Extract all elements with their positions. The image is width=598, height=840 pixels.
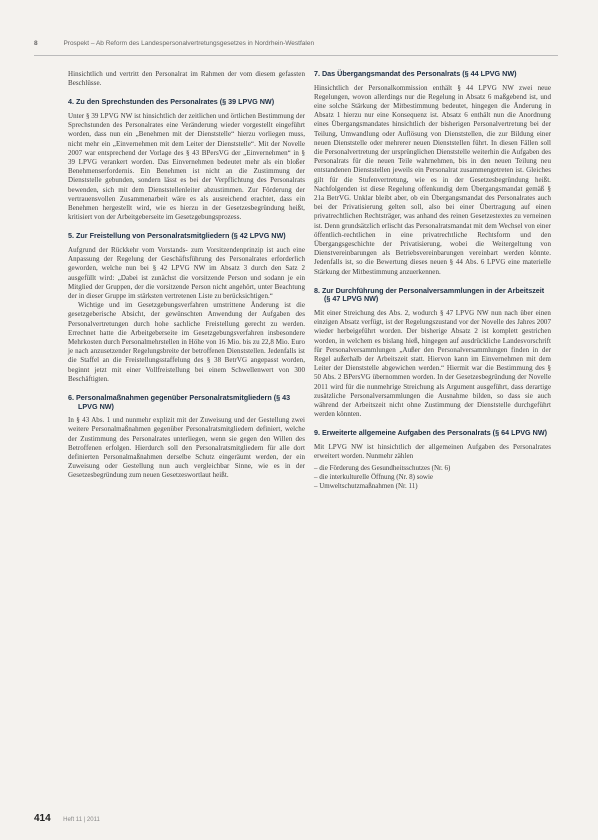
section-7-heading: 7. Das Übergangsmandat des Personalrats (§ 44 LPVG NW)	[314, 69, 517, 78]
header-running-title: Prospekt – Ab Reform des Landespersonalvertretungsgesetzes in Nordrhein-Westfalen	[63, 40, 315, 47]
section-8-heading: 8. Zur Durchführung der Personalversammlungen in der Arbeitszeit (§ 47 LPVG NW)	[314, 285, 545, 304]
list-item: – die Förderung des Gesundheitsschutzes (Nr. 6)	[314, 464, 451, 473]
right-column	[314, 70, 551, 491]
section-9-heading: 9. Erweiterte allgemeine Aufgaben des Personalrats (§ 64 LPVG NW)	[314, 428, 548, 438]
section-5-text-2: Wichtige und im Gesetzgebungsverfahren umstrittene Änderung ist die gesetzgeberische Absicht, der gewünschten Anwendung der Aufgaben des Personalvertretungen durch hohe sachliche Freistellung gerecht zu werden. Errechnet hatte die Arbeitgeberseite im Gesetzgebungsverfahren insbesondere Mehrkosten durch Personalmehrstellen in Höhe von 16 Mio. bis zu 22,8 Mio. Euro je nach anzusetzender Regelungsbreite der betroffenen Dienststellen. Jedenfalls ist die Staffel an die Freistellungsstaffelung des § 38 BetrVG angepasst worden, beginnt jetzt mit einer Vollfreistellung bei einem Schwellenwert von 300 Beschäftigten.	[68, 301, 305, 383]
section-5-text: Aufgrund der Rückkehr vom Vorstands- zum Vorsitzendenprinzip ist auch eine Anpassung der Regelung der Geschäftsführung des Personalrates erforderlich geworden, welche nun bei § 42 LPVG NW im Absatz 3 durch den Satz 2 ausgefüllt wird: „Dabei ist zunächst die vorsitzende Person und sodann je ein Mitglied der Gruppen, der die vorsitzende Person nicht angehört, unter Beachtung der in dieser Gruppe im stärksten vertretenen Liste zu berücksichtigen.“	[68, 246, 305, 301]
section-5-heading: 5. Zur Freistellung von Personalratsmitgliedern (§ 42 LPVG NW)	[68, 231, 286, 241]
section-6-heading: 6. Personalmaßnahmen gegenüber Personalratsmitgliedern (§ 43 LPVG NW)	[68, 393, 291, 411]
issue-label: Heft 11 | 2011	[63, 817, 100, 823]
page-number: 414	[34, 813, 51, 824]
intro-paragraph: Hinsichtlich und vertritt den Personalrat im Rahmen der vom diesem gefassten Beschlüsse.	[68, 70, 305, 88]
list-item: – Umweltschutzmaßnahmen (Nr. 11)	[314, 482, 418, 491]
section-9-list	[314, 464, 551, 491]
section-4-heading: 4. Zu den Sprechstunden des Personalrates (§ 39 LPVG NW)	[68, 97, 275, 107]
header-divider	[34, 55, 558, 56]
running-header	[34, 40, 558, 54]
left-column	[68, 70, 305, 481]
section-4-text: Unter § 39 LPVG NW ist hinsichtlich der zeitlichen und örtlichen Bestimmung der Sprechstunden des Personalrates eine Veränderung wieder vorgestellt eingeführt worden, dass nun ein „Benehmen mit der Dienststelle“ hierzu vorliegen muss, nicht mehr ein „Einvernehmen mit dem Leiter der Dienststelle“. Mit der Novelle 2007 war entsprechend der Vorlage des § 43 BPersVG der „Einvernehmen“ in § 39 LPVG verankert worden. Das Einvernehmen bedeutet mehr als ein bloßer Benehmenserfordernis. Ein Benehmen ist nicht an die Zustimmung der Dienststelle gebunden, sondern lässt es bei der Verpflichtung des Personalrats bewenden, sich mit dem Dienststellenleiter abzustimmen. Zur Förderung der vertrauensvollen Zusammenarbeit wäre es als ausreichend erachtet, dass ein Benehmen hergestellt wird, wie es hierzu in der Gesetzesbegründung heißt, kritisiert von der Arbeitgeberseite im Gesetzgebungsprozess.	[68, 112, 305, 222]
page-footer	[34, 808, 234, 824]
section-8-text: Mit einer Streichung des Abs. 2, wodurch § 47 LPVG NW nun nach über einen einzigen Absatz verfügt, ist der Regelungszustand vor der Novelle des Jahres 2007 wieder herbeigeführt worden. Der bisherige Absatz 2 ist komplett gestrichen worden, in welchem es bislang hieß, hingegen auf ausdrückliche Landesvorschrift für Personalversammlungen „Außer den Personalversammlungen finden in der Regel außerhalb der Arbeitszeit statt. Hiervon kann im Einvernehmen mit dem Leiter der Dienststelle abgewichen werden.“ Hiermit war die Bestimmung des § 50 Abs. 2 BPersVG übernommen worden. In der Gesetzesbegründung der Novelle 2011 wird für die nunmehrige Streichung als Argument ausgeführt, dass derartige zusätzliche Personalversammlungen die Ausnahme bilden, so dass sie auch während der Arbeitszeit nicht ohne Zustimmung der Dienststelle durchgeführt werden könnten.	[314, 309, 551, 419]
section-9-text: Mit LPVG NW ist hinsichtlich der allgemeinen Aufgaben des Personalrates erweitert worden. Nunmehr zählen	[314, 443, 551, 461]
section-6-text: In § 43 Abs. 1 und nunmehr explizit mit der Zuweisung und der Gestellung zwei weitere Personalmaßnahmen gegenüber Personalratsmitgliedern definiert, welche der Zustimmung des Personalrates unterliegen, wenn sie gegen den Willen des Betroffenen erfolgen. Hierdurch soll den Personalratsmitgliedern für alle dort definierten Personalmaßnahmen derselbe Schutz eingeräumt werden, der ein Zuweisung oder Gestellung nun auch vergleichbar Sinne, wie es in der Gesetzesbegründung zum neuen Gesetzeswortlaut heißt.	[68, 416, 305, 480]
header-page-marker: 8	[34, 40, 38, 47]
section-7-text: Hinsichtlich der Personalkommission enthält § 44 LPVG NW zwei neue Regelungen, wovon allerdings nur die Regelung in Absatz 6 maßgebend ist, und eine solche Stärkung der Mitbestimmung bedeutet, hingegen die Änderung in Absatz 1 hierzu nur eine Konsequenz ist. Absatz 6 enthält nun die Anordnung eines Übergangsmandates hinsichtlich der bisherigen Personalvertretung bei der Teilung, Umwandlung oder Auflösung von Dienststellen, die zur Bildung einer neuen Dienststelle oder mehrerer neuen Dienststellen führt. In diesen Fällen soll die Personalvertretung der ursprünglichen Dienststelle weiterhin die Aufgaben des Personalrats für die neuen Teile wahrnehmen, bis in den neuen Teilung neu entstandenen Dienststellen jeweils ein Personalrat zusammengetreten ist. Gleiches gilt für die Stufenvertretung, wie es in der Gesetzesbegründung heißt. Nachfolgenden ist diese Regelung offenkundig dem Übergangsmandat gemäß § 21a BetrVG. Unklar bleibt aber, ob ein Übergangsmandat des Personalrates auch bei der Privatisierung gelten soll, also bei einer Übertragung auf einen privatrechtlichen Rechtsträger, was anhand des reinen Gesetzestextes zu verneinen ist. Denn grundsätzlich erlischt das Personalratsmandat mit dem Wechsel von einer öffentlich-rechtlichen in eine privatrechtliche Rechtsform und den Übergangsgeschichte der Privatisierung, wobei die Weitergeltung von Dienstvereinbarungen als Betriebsvereinbarungen vereinbart werden könnte. Jedenfalls ist, so die Bewertung dieses neuen § 44 Abs. 6 LPVG eine materielle Stärkung der Mitbestimmung anzuerkennen.	[314, 83, 551, 276]
list-item: – die interkulturelle Öffnung (Nr. 8) sowie	[314, 473, 434, 482]
